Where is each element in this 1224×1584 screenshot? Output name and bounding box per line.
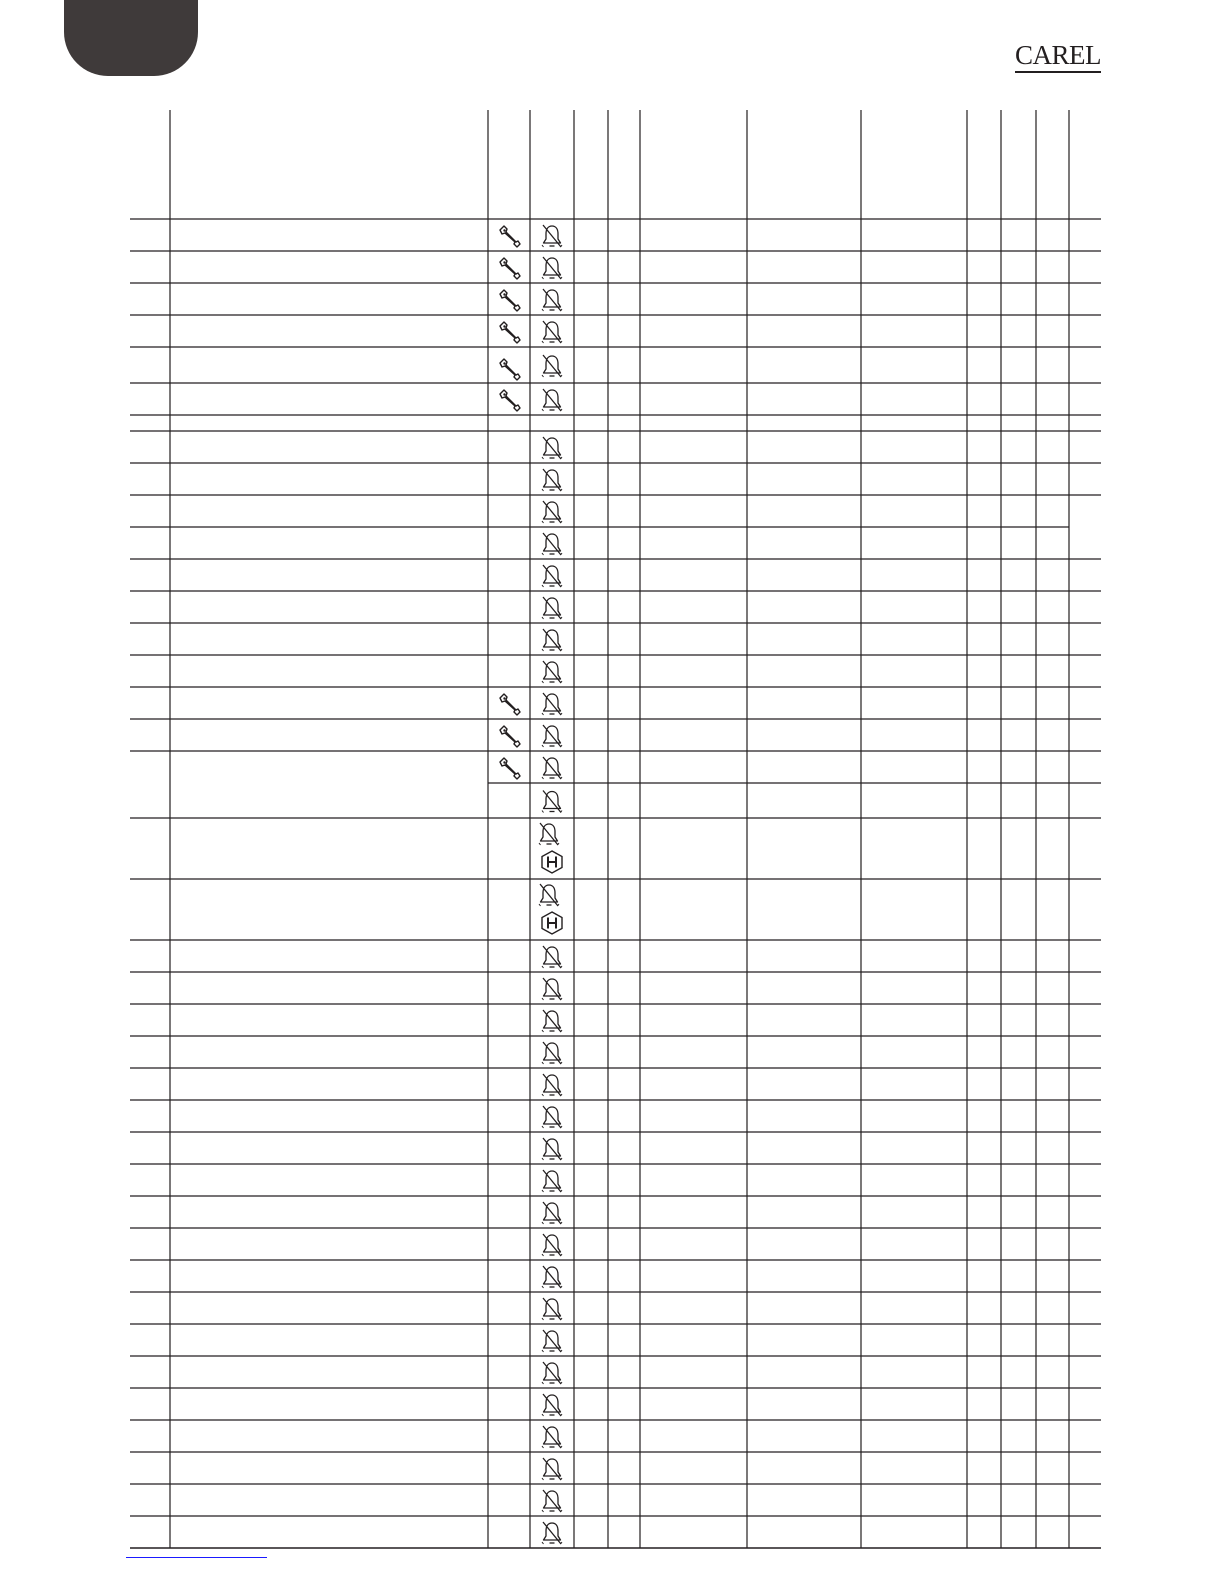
bell-off-icon xyxy=(542,1458,562,1480)
wrench-icon xyxy=(500,258,520,279)
bell-off-icon xyxy=(542,355,562,377)
bell-off-icon xyxy=(542,1234,562,1256)
bell-off-icon xyxy=(539,884,559,906)
bell-off-icon xyxy=(542,257,562,279)
bell-off-icon xyxy=(542,791,562,813)
hex-h-icon xyxy=(542,851,562,873)
bell-off-icon xyxy=(542,533,562,555)
wrench-icon xyxy=(500,726,520,747)
bell-off-icon xyxy=(542,597,562,619)
bell-off-icon xyxy=(542,501,562,523)
bell-off-icon xyxy=(542,389,562,411)
bell-off-icon xyxy=(542,1394,562,1416)
footer-link[interactable] xyxy=(126,1557,267,1558)
wrench-icon xyxy=(500,390,520,411)
bell-off-icon xyxy=(542,629,562,651)
bell-off-icon xyxy=(542,1362,562,1384)
bell-off-icon xyxy=(542,225,562,247)
bell-off-icon xyxy=(542,1266,562,1288)
bell-off-icon xyxy=(542,725,562,747)
bell-off-icon xyxy=(542,565,562,587)
brand-text: CAREL xyxy=(1015,42,1101,73)
bell-off-icon xyxy=(542,289,562,311)
bell-off-icon xyxy=(542,321,562,343)
bell-off-icon xyxy=(542,978,562,1000)
bell-off-icon xyxy=(542,1426,562,1448)
bell-off-icon xyxy=(542,1138,562,1160)
bell-off-icon xyxy=(542,1490,562,1512)
wrench-icon xyxy=(500,322,520,343)
bell-off-icon xyxy=(542,1298,562,1320)
bell-off-icon xyxy=(542,946,562,968)
bell-off-icon xyxy=(542,1170,562,1192)
bell-off-icon xyxy=(542,1074,562,1096)
bell-off-icon xyxy=(542,1106,562,1128)
bell-off-icon xyxy=(542,1330,562,1352)
bell-off-icon xyxy=(542,757,562,779)
wrench-icon xyxy=(500,226,520,247)
bell-off-icon xyxy=(542,693,562,715)
hex-h-icon xyxy=(542,912,562,934)
wrench-icon xyxy=(500,694,520,715)
bell-off-icon xyxy=(542,1522,562,1544)
bell-off-icon xyxy=(542,661,562,683)
bell-off-icon xyxy=(542,437,562,459)
bell-off-icon xyxy=(542,1042,562,1064)
wrench-icon xyxy=(500,359,520,380)
wrench-icon xyxy=(500,290,520,311)
wrench-icon xyxy=(500,758,520,779)
bell-off-icon xyxy=(542,1010,562,1032)
bell-off-icon xyxy=(542,1202,562,1224)
bell-off-icon xyxy=(539,823,559,845)
bell-off-icon xyxy=(542,469,562,491)
